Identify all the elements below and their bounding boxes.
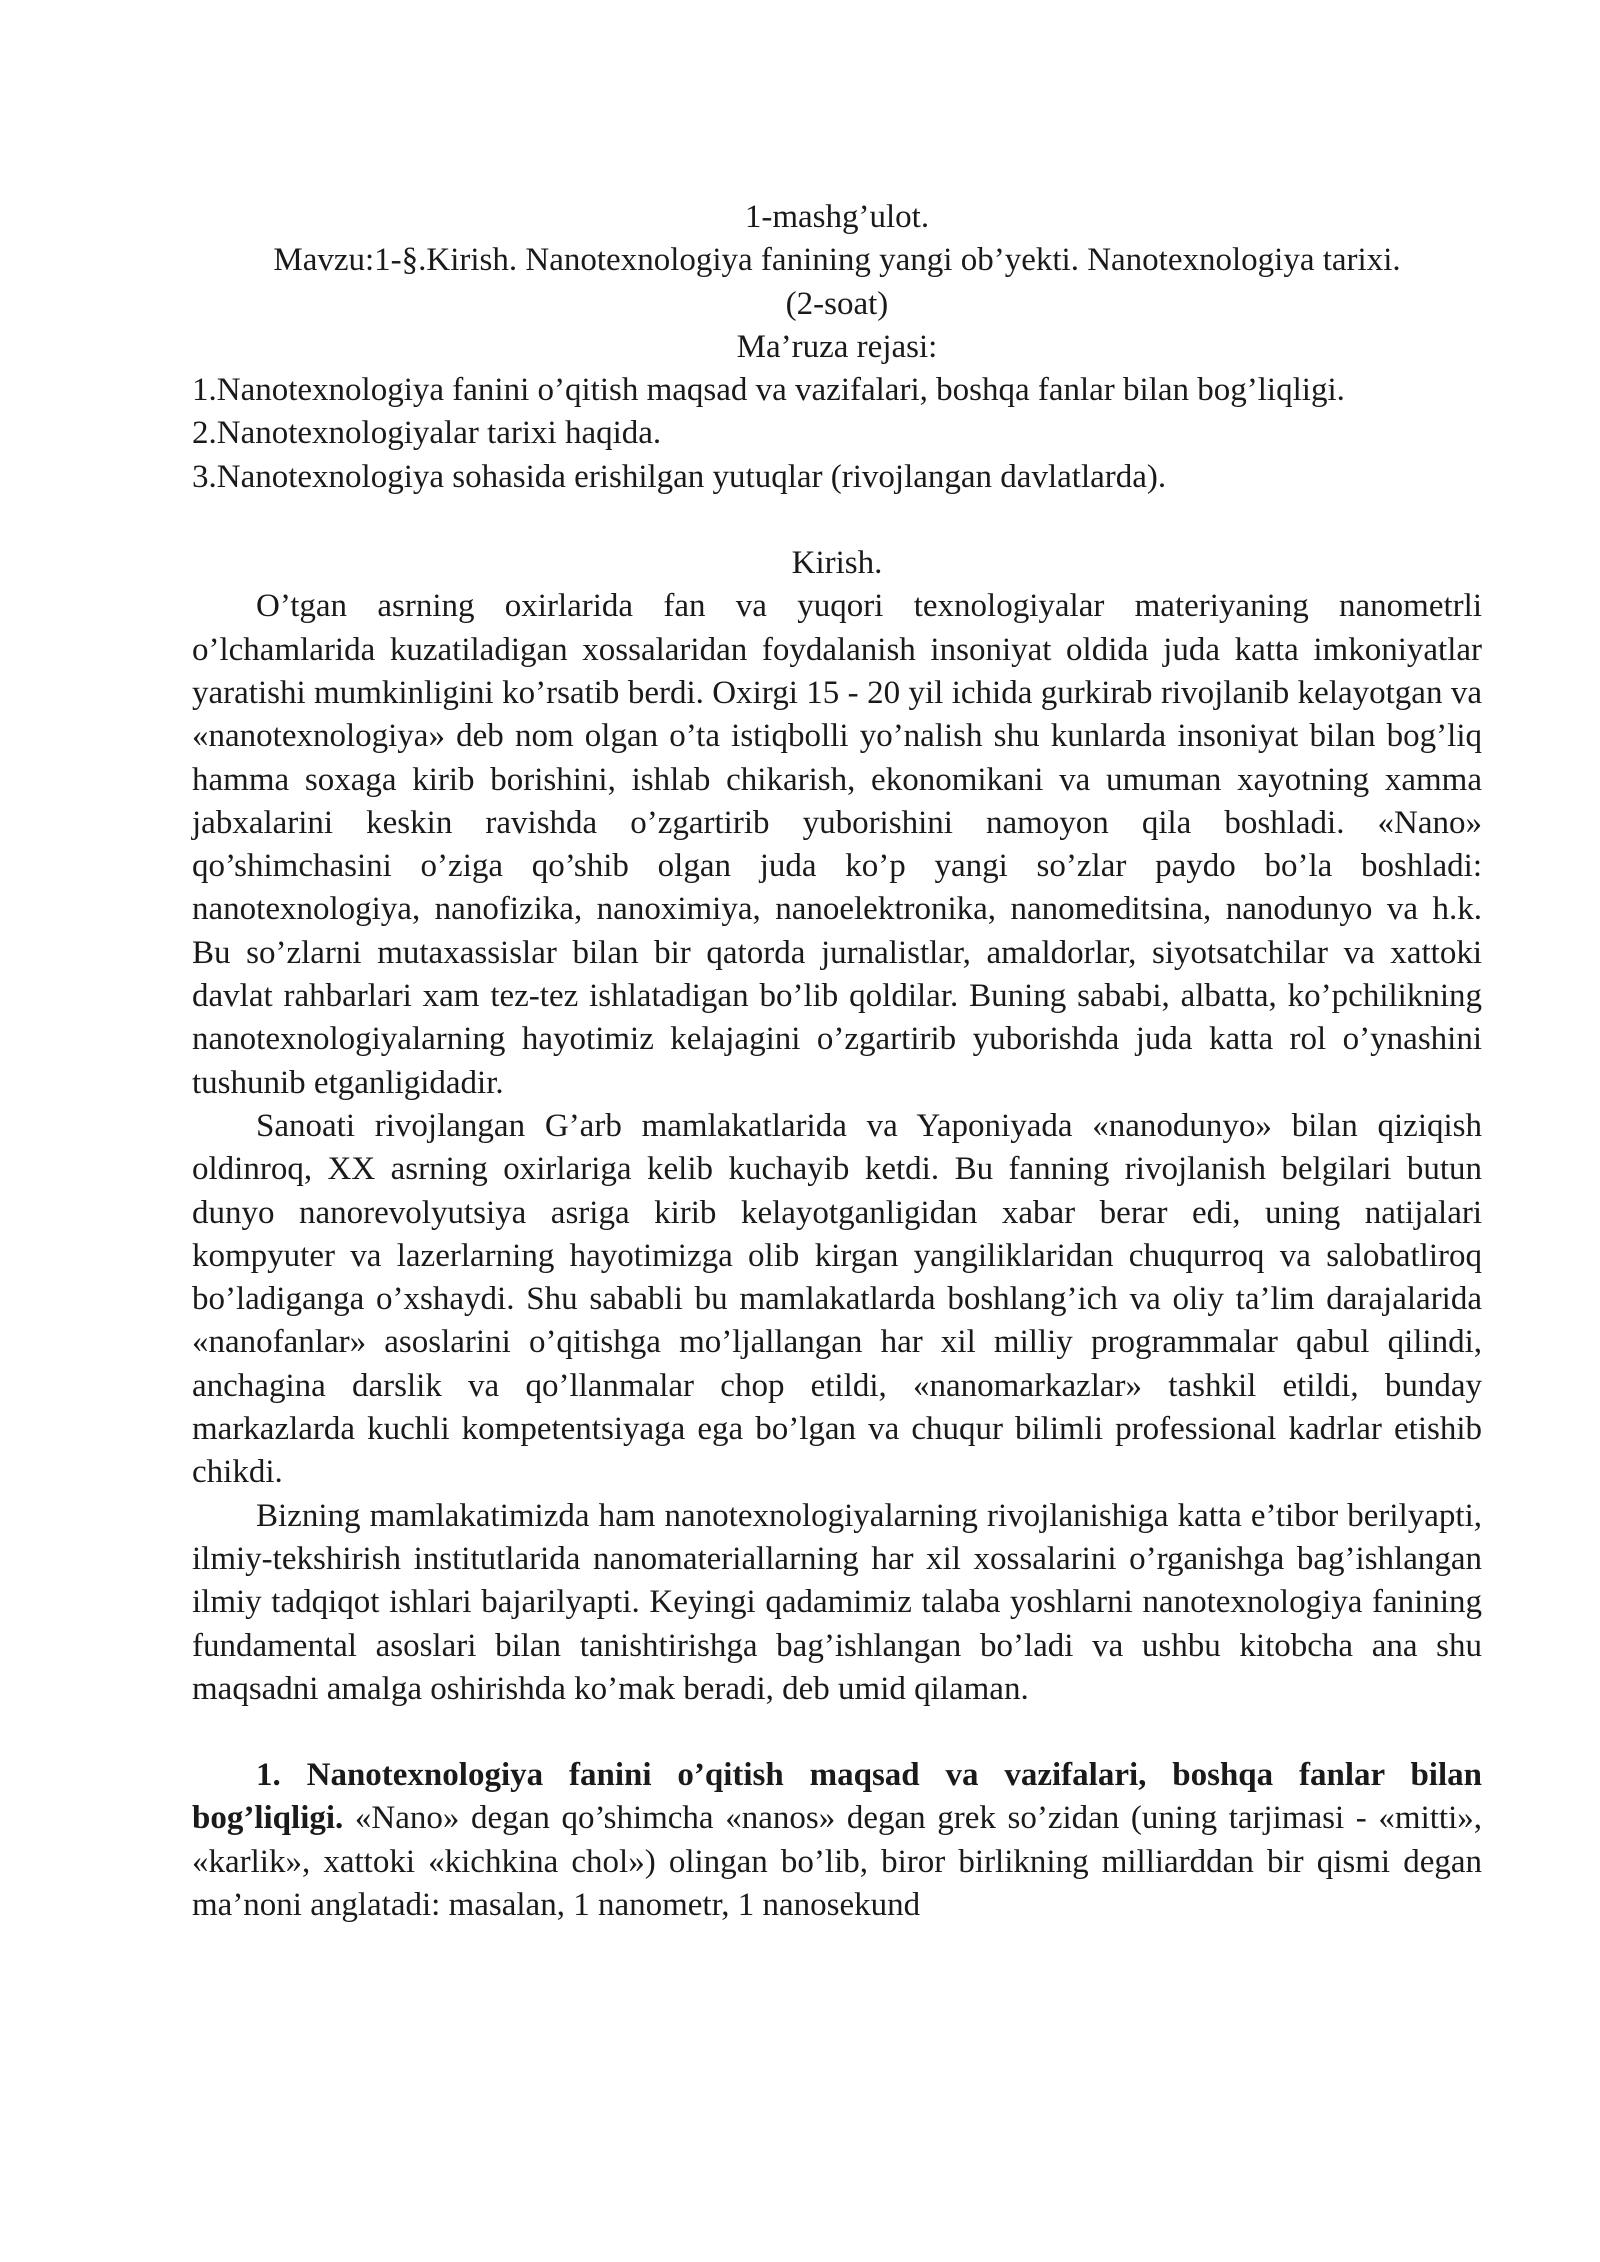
lesson-number: 1-mashg’ulot. bbox=[744, 199, 930, 235]
topic-line: Mavzu:1-§.Kirish. Nanotexnologiya fanining yangi ob’yekti. Nanotexnologiya tarixi. bbox=[273, 242, 1401, 279]
intro-paragraph-2: Sanoati rivojlangan G’arb mamlakatlarida va Yaponiyada «nanodunyo» bilan qiziqish oldinroq, XX asrning oxirlariga kelib kuchayib ketdi. Bu fanning rivojlanish belgilari butun dunyo nanorevolyutsiya asriga kirib kelayotganligidan xabar berar edi, uning natijalari kompyuter va lazerlarning hayotimizga olib kirgan yangiliklaridan chuqurroq va salobatliroq bo’ladiganga o’xshaydi. Shu sababli bu mamlakatlarda boshlang’ich va oliy ta’lim darajalarida «nanofanlar» asoslarini o’qitishga mo’ljallangan har xil milliy programmalar qabul qilindi, anchagina darslik va qo’llanmalar chop etildi, «nanomarkazlar» tashkil etildi, bunday markazlarda kuchli kompetentsiyaga ega bo’lgan va chuqur bilimli professional kadrlar etishib chikdi. bbox=[192, 1107, 1482, 1491]
intro-paragraph-3: Bizning mamlakatimizda ham nanotexnologiyalarning rivojlanishiga katta e’tibor berilyapti, ilmiy-tekshirish institutlarida nanomateriallarning har xil xossalarini o’rganishga bag’ishlangan ilmiy tadqiqot ishlari bajarilyapti. Keyingi qadamimiz talaba yoshlarni nanotexnologiya fanining fundamental asoslari bilan tanishtirishga bag’ishlangan bo’ladi va ushbu kitobcha ana shu maqsadni amalga oshirishda ko’mak beradi, deb umid qilaman. bbox=[192, 1497, 1482, 1707]
intro-title: Kirish. bbox=[791, 545, 883, 582]
section-1-paragraph bbox=[192, 1754, 1482, 1927]
plan-title: Ma’ruza rejasi: bbox=[736, 328, 938, 365]
section-1-heading: 1. Nanotexnologiya fanini o’qitish maqsad va vazifalari, boshqa fanlar bilan bog’liqligi. bbox=[192, 1757, 1482, 1837]
plan-item-2: 2.Nanotexnologiyalar tarixi haqida. bbox=[192, 415, 662, 452]
plan-item-3: 3.Nanotexnologiya sohasida erishilgan yutuqlar (rivojlangan davlatlarda). bbox=[192, 458, 1167, 495]
plan-item-1: 1.Nanotexnologiya fanini o’qitish maqsad va vazifalari, boshqa fanlar bilan bog’liqligi. bbox=[192, 372, 1345, 409]
spacer bbox=[192, 1711, 1482, 1754]
hours-line: (2-soat) bbox=[785, 285, 889, 322]
spacer bbox=[192, 499, 1482, 542]
document-page bbox=[192, 196, 1482, 1927]
intro-paragraph-1: O’tgan asrning oxirlarida fan va yuqori texnologiyalar materiyaning nanometrli o’lchamlarida kuzatiladigan xossalaridan foydalanish insoniyat oldida juda katta imkoniyatlar yaratishi mumkinligini ko’rsatib berdi. Oxirgi 15 - 20 yil ichida gurkirab rivojlanib kelayotgan va «nanotexnologiya» deb nom olgan o’ta istiqbolli yo’nalish shu kunlarda insoniyat bilan bog’liq hamma soxaga kirib borishini, ishlab chikarish, ekonomikani va umuman xayotning xamma jabxalarini keskin ravishda o’zgartirib yuborishini namoyon qila boshladi. «Nano» qo’shimchasini o’ziga qo’shib olgan juda ko’p yangi so’zlar paydo bo’la boshladi: nanotexnologiya, nanofizika, nanoximiya, nanoelektronika, nanomeditsina, nanodunyo va h.k. Bu so’zlarni mutaxassislar bilan bir qatorda jurnalistlar, amaldorlar, siyotsatchilar va xattoki davlat rahbarlari xam tez-tez ishlatadigan bo’lib qoldilar. Buning sababi, albatta, ko’pchilikning nanotexnologiyalarning hayotimiz kelajagini o’zgartirib yuborishda juda katta rol o’ynashini tushunib etganligidadir. bbox=[192, 588, 1482, 1101]
section-1-text: «Nano» degan qo’shimcha «nanos» degan grek so’zidan (uning tarjimasi - «mitti», «karlik», xattoki «kichkina chol») olingan bo’lib, biror birlikning milliarddan bir qismi degan ma’noni anglatadi: masalan, 1 nanometr, 1 nanosekund bbox=[192, 1800, 1482, 1923]
